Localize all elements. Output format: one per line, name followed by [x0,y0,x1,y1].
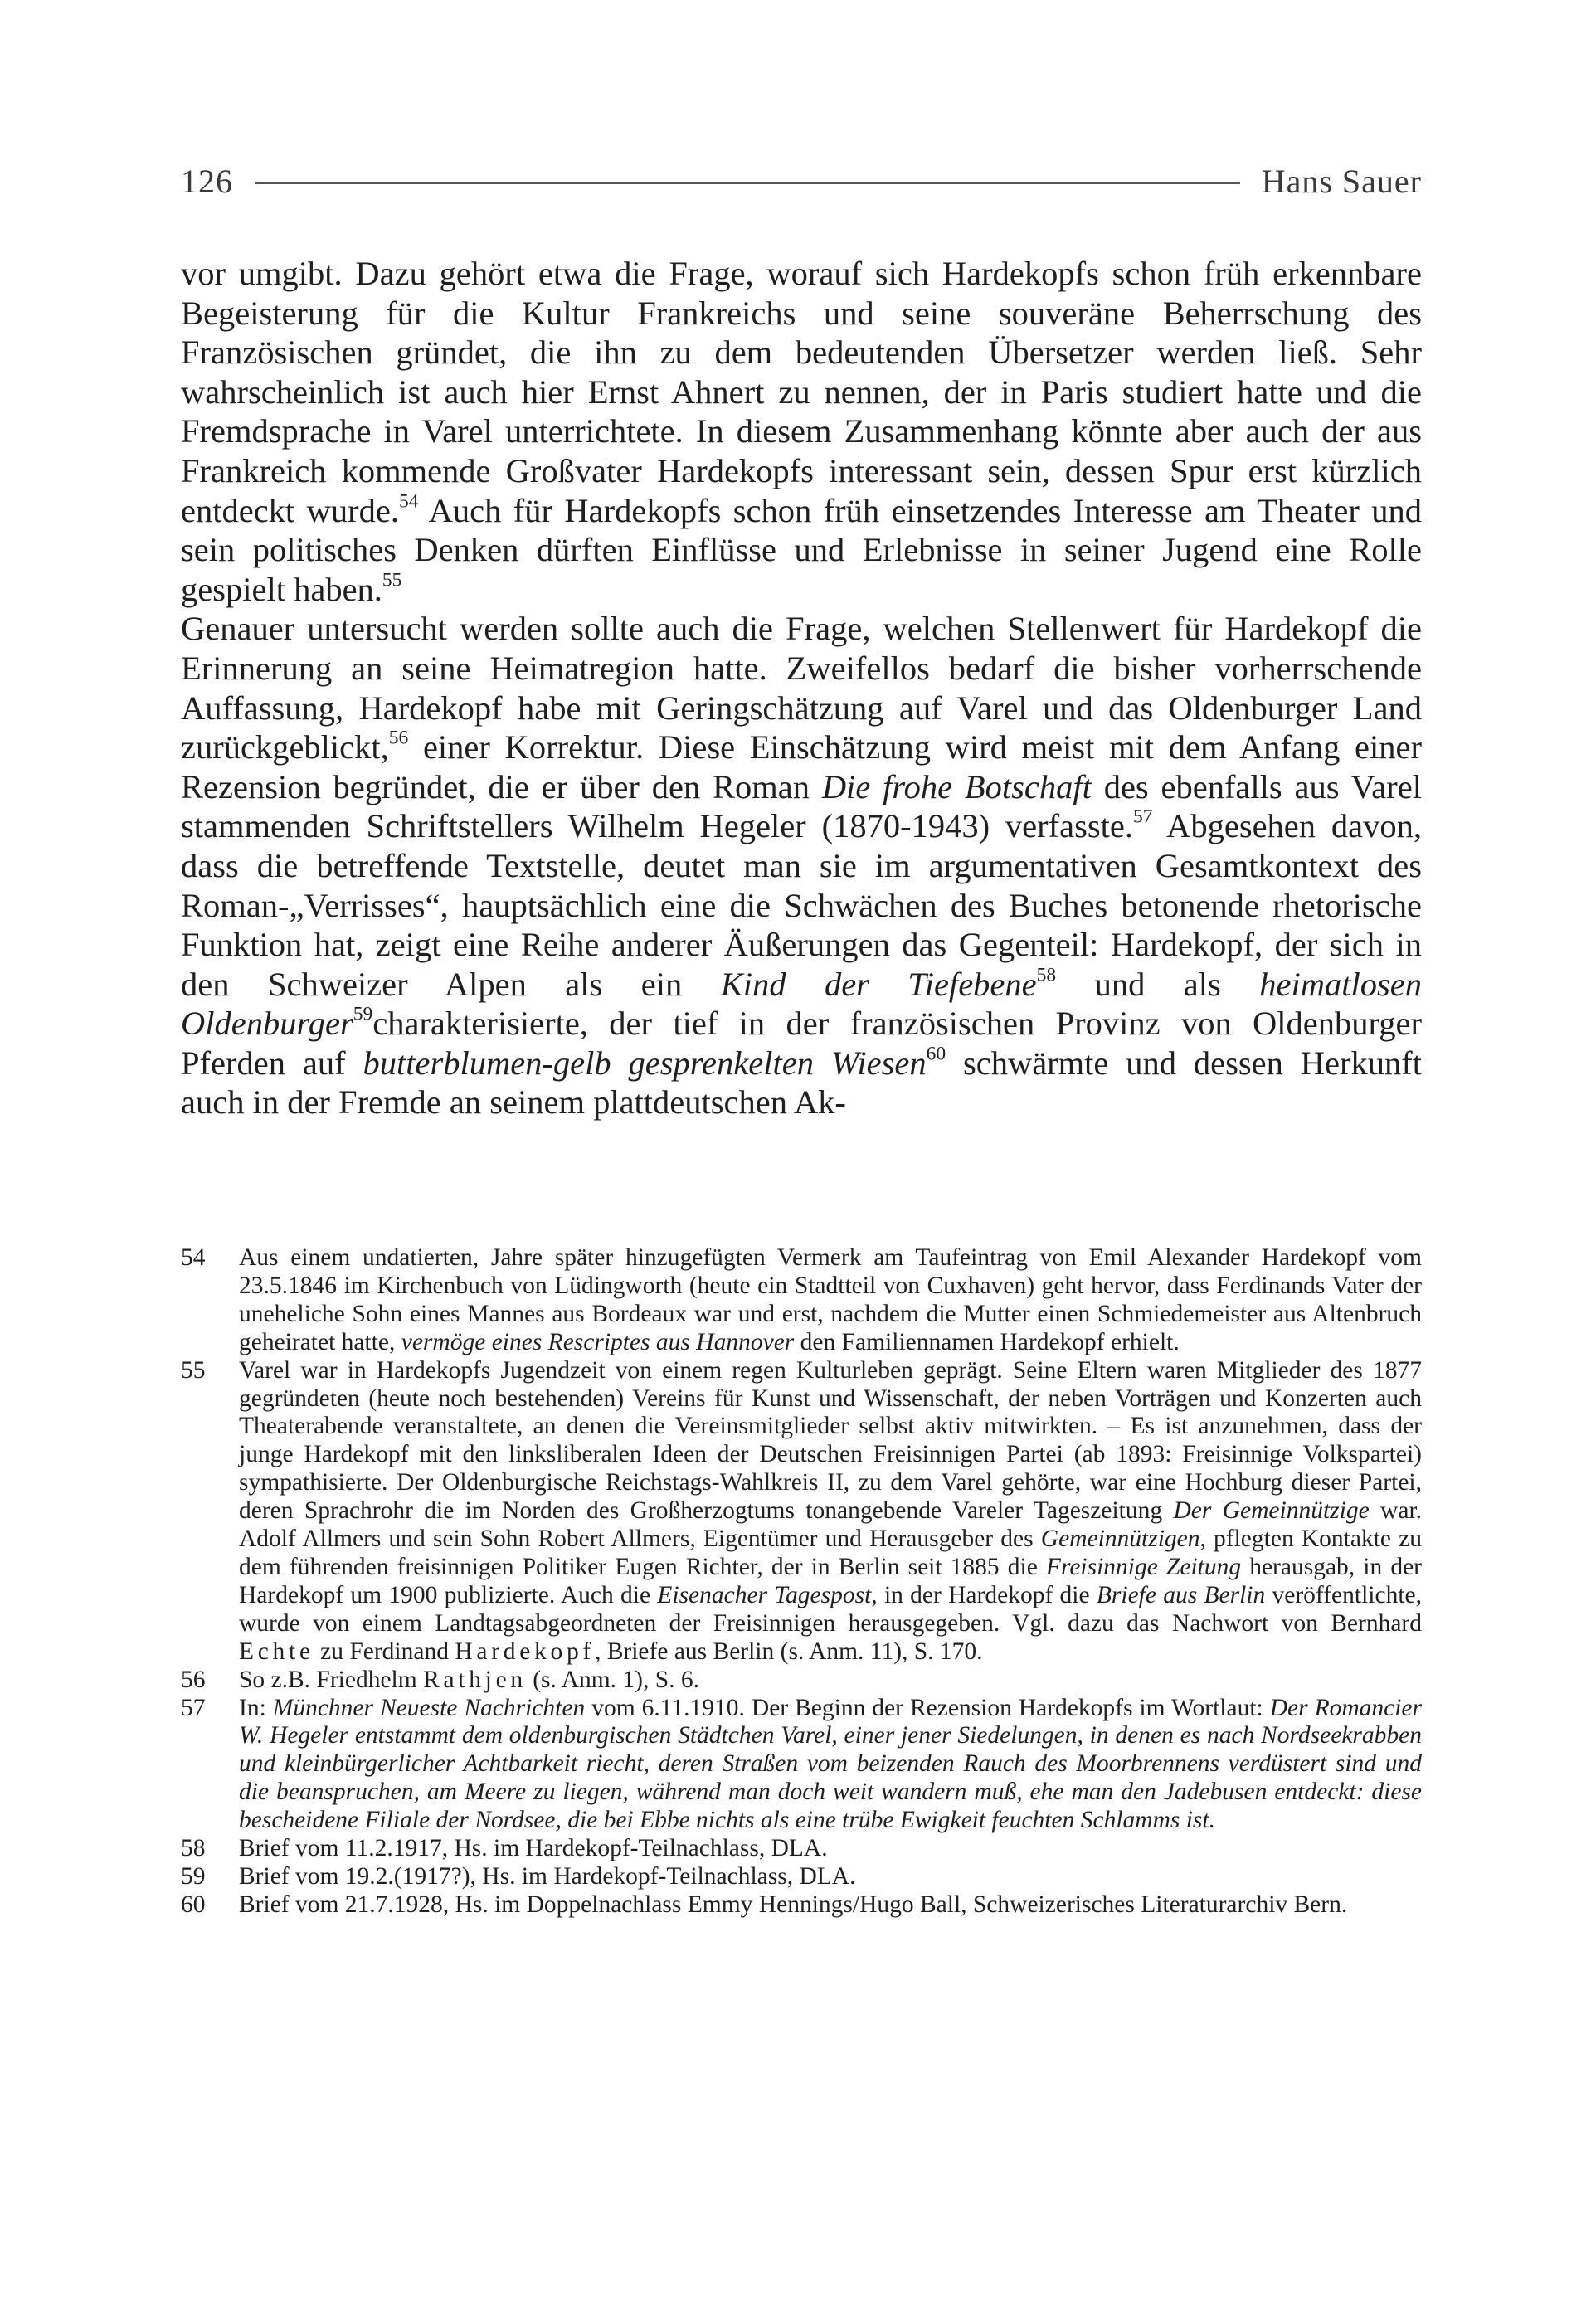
footnote-text [239,1667,1422,1695]
italic-title: Die frohe Botschaft [821,767,1092,805]
text-run: schwärmte und dessen Herkunft auch in der Fremde an seinem plattdeutschen Ak- [181,1044,1422,1122]
text-run: und als [1056,965,1260,1003]
italic-title: Der Gemeinnützige [1173,1497,1370,1525]
text-run: , Briefe aus Berlin (s. Anm. 11), S. 170. [594,1638,983,1665]
footnote-text [239,1695,1422,1836]
text-run: Auch für Hardekopfs schon früh einsetzendes Interesse am Theater und sein politisches Denken dürften Einflüsse und Erlebnisse in seiner Jugend eine Rolle gespielt haben. [181,491,1422,608]
italic-title: Münchner Neueste Nachrichten [272,1694,586,1721]
text-run: den Familiennamen Hardekopf erhielt. [794,1328,1180,1355]
text-run: veröffentlichte, wurde von einem Landtagsabgeordneten der Freisinnigen herausgegeben. Vgl. dazu das Nachwort von Bernhard [239,1581,1422,1637]
footnote-number: 54 [181,1244,206,1271]
footnote-ref-58: 58 [1036,964,1057,986]
footnote-number: 56 [181,1666,206,1693]
italic-quote: Kind der Tiefebene [720,965,1037,1003]
italic-title: Freisinnige Zeitung [1045,1553,1242,1580]
footnote-number: 60 [181,1891,206,1918]
footnote-55 [181,1357,1422,1667]
footnote-ref-54: 54 [398,489,419,512]
footnote-text [239,1357,1422,1667]
text-run: Aus einem undatierten, Jahre später hinzugefügten Vermerk am Taufeintrag von Emil Alexander Hardekopf vom 23.5.1846 im Kirchenbuch von Lüdingworth (heute ein Stadtteil von Cuxhaven) geht hervor, dass Ferdinands Vater der uneheliche Sohn eines Mannes aus Bordeaux war und erst, nachdem die Mutter einen Schmiedemeister aus Altenbruch geheiratet hatte, [239,1244,1422,1355]
footnote-ref-57: 57 [1132,805,1153,828]
paragraph-2 [181,609,1422,1122]
text-run: Abgesehen davon, dass die betreffende Textstelle, deutet man sie im argumentativen Gesamtkontext des Roman-„Verrisses“, hauptsächlich eine die Schwächen des Buches betonende rhetorische Funktion hat, zeigt eine Reihe anderer Äußerungen das Gegenteil: Hardekopf, der sich in den Schweizer Alpen als ein [181,807,1422,1003]
italic-quote: heimatlosen Oldenburger [181,965,1422,1043]
text-run: charakterisierte, der tief in der französischen Provinz von Oldenburger Pferden auf [181,1005,1422,1082]
footnote-ref-60: 60 [926,1043,946,1065]
text-run: So z.B. Friedhelm [239,1666,424,1693]
main-text [181,254,1422,1122]
text-run: , pflegten Kontakte zu dem führenden freisinnigen Politiker Eugen Richter, der in Berlin seit 1885 die [239,1526,1422,1580]
text-run: Genauer untersucht werden sollte auch die Frage, welchen Stellenwert für Hardekopf die Erinnerung an seine Heimatregion hatte. Zweifellos bedarf die bisher vorherrschende Auffassung, Hardekopf habe mit Geringschätzung auf Varel und das Oldenburger Land zurückgeblickt, [181,610,1422,766]
italic-title: Eisenacher Tagespost [657,1581,872,1608]
spaced-name: Echte [239,1638,314,1665]
running-header [181,158,1422,204]
italic-quote: Der Romancier W. Hegeler entstammt dem oldenburgischen Städtchen Varel, einer jener Siedelungen, in denen es nach Nordseekrabben und kleinbürgerlicher Achtbarkeit riecht, deren Straßen vom beizenden Rauch des Moorbrennens verdüstert sind und die beanspruchen, am Meere zu liegen, während man doch weit wandern muß, ehe man den Jadebusen entdeckt: diese bescheidene Filiale der Nordsee, die bei Ebbe nichts als eine trübe Ewigkeit feuchten Schlamms ist. [239,1694,1423,1834]
footnote-54 [181,1244,1422,1357]
spaced-name: Rathjen [423,1666,527,1693]
text-run: vor umgibt. Dazu gehört etwa die Frage, worauf sich Hardekopfs schon früh erkennbare Begeisterung für die Kultur Frankreichs und seine souveräne Beherrschung des Französischen gründet, die ihn zu dem bedeutenden Übersetzer werden ließ. Sehr wahrscheinlich ist auch hier Ernst Ahnert zu nennen, der in Paris studiert hatte und die Fremdsprache in Varel unterrichtete. In diesem Zusammenhang könnte aber auch der aus Frankreich kommende Großvater Hardekopfs interessant sein, dessen Spur erst kürzlich entdeckt wurde. [181,255,1422,529]
footnote-ref-59: 59 [353,1003,373,1025]
footnote-number: 59 [181,1862,206,1890]
footnote-56 [181,1667,1422,1695]
footnote-ref-56: 56 [388,727,409,749]
footnote-text: Brief vom 11.2.1917, Hs. im Hardekopf-Teilnachlass, DLA. [239,1835,828,1862]
footnote-ref-55: 55 [382,569,402,591]
italic-title: Briefe aus Berlin [1096,1581,1266,1608]
footnote-58 [181,1835,1422,1863]
footnote-number: 55 [181,1356,206,1384]
italic-quote: vermöge eines Rescriptes aus Hannover [401,1328,795,1355]
footnote-text: Brief vom 21.7.1928, Hs. im Doppelnachlass Emmy Hennings/Hugo Ball, Schweizerisches Literaturarchiv Bern. [239,1891,1348,1918]
footnote-60 [181,1891,1422,1920]
footnote-59 [181,1863,1422,1891]
footnote-57 [181,1695,1422,1836]
text-run: vom 6.11.1910. Der Beginn der Rezension Hardekopfs im Wortlaut: [585,1694,1270,1721]
spaced-name: Hardekopf [455,1638,595,1665]
text-run: war. Adolf Allmers und sein Sohn Robert Allmers, Eigentümer und Herausgeber des [239,1497,1423,1553]
text-run: des ebenfalls aus Varel stammenden Schriftstellers Wilhelm Hegeler (1870-1943) verfasste. [181,767,1423,845]
header-rule [255,182,1240,184]
text-run: einer Korrektur. Diese Einschätzung wird meist mit dem Anfang einer Rezension begründet, die er über den Roman [181,728,1422,805]
text-run: (s. Anm. 1), S. 6. [526,1666,700,1693]
text-run: , in der Hardekopf die [871,1581,1097,1608]
paragraph-1 [181,254,1422,609]
page-number: 126 [181,162,233,200]
italic-title: Gemeinnützigen [1040,1526,1200,1553]
footnote-number: 58 [181,1835,206,1862]
text-run: Varel war in Hardekopfs Jugendzeit von einem regen Kulturleben geprägt. Seine Eltern waren Mitglieder des 1877 gegründeten (heute noch bestehenden) Vereins für Kunst und Wissenschaft, der neben Vorträgen und Konzerten auch Theaterabende veranstaltete, an denen die Vereinsmitglieder selbst aktiv mitwirkten. – Es ist anzunehmen, dass der junge Hardekopf mit den linksliberalen Ideen der Deutschen Freisinnigen Partei (ab 1893: Freisinnige Volkspartei) sympathisierte. Der Oldenburgische Reichstags-Wahlkreis II, zu dem Varel gehörte, war eine Hochburg dieser Partei, deren Sprachrohr die im Norden des Großherzogtums tonangebende Vareler Tageszeitung [239,1356,1422,1525]
footnote-text [239,1244,1422,1357]
text-run: zu Ferdinand [314,1638,455,1665]
footnote-text: Brief vom 19.2.(1917?), Hs. im Hardekopf-Teilnachlass, DLA. [239,1862,856,1890]
text-run: In: [239,1694,273,1721]
italic-quote: butterblumen-gelb gesprenkelten Wiesen [363,1044,927,1082]
footnotes [181,1244,1422,1920]
running-head-author: Hans Sauer [1261,162,1422,200]
footnote-number: 57 [181,1694,206,1721]
text-run: herausgab, in der Hardekopf um 1900 publizierte. Auch die [239,1553,1422,1608]
